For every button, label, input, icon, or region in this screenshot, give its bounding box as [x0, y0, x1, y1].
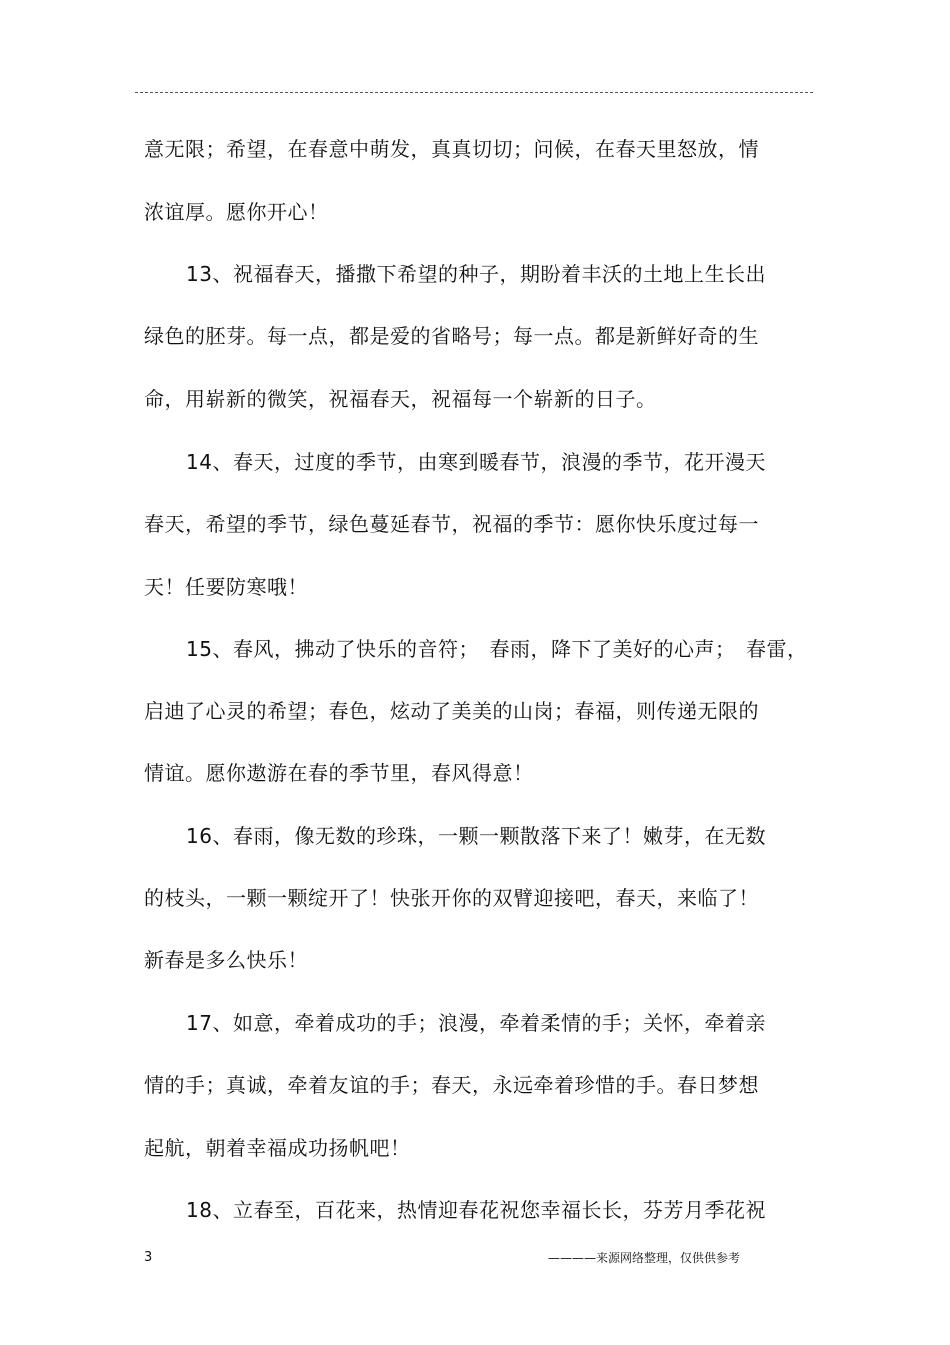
paragraph-18-start: 18、立春至，百花来，热情迎春花祝您幸福长长，芬芳月季花祝 [186, 1198, 766, 1222]
paragraph-17-start: 17、如意，牵着成功的手；浪漫，牵着柔情的手；关怀，牵着亲 [186, 1011, 766, 1035]
text-line: 新春是多么快乐！ [144, 948, 308, 972]
page-number: 3 [144, 1250, 153, 1265]
text-line: 情谊。愿你遨游在春的季节里，春风得意！ [144, 761, 534, 785]
text-line: 浓谊厚。愿你开心！ [144, 200, 329, 224]
text-line: 意无限；希望，在春意中萌发，真真切切；问候，在春天里怒放，情 [144, 137, 759, 161]
text-line: 命，用崭新的微笑，祝福春天，祝福每一个崭新的日子。 [144, 387, 657, 411]
paragraph-16-start: 16、春雨，像无数的珍珠，一颗一颗散落下来了！嫩芽，在无数 [186, 824, 766, 848]
text-line: 起航，朝着幸福成功扬帆吧！ [144, 1136, 411, 1160]
text-line: 绿色的胚芽。每一点，都是爱的省略号；每一点。都是新鲜好奇的生 [144, 324, 759, 348]
text-line: 情的手；真诚，牵着友谊的手；春天，永远牵着珍惜的手。春日梦想 [144, 1073, 759, 1097]
text-line: 的枝头，一颗一颗绽开了！快张开你的双臂迎接吧，春天，来临了！ [144, 886, 759, 910]
footer-source-note: ————来源网络整理，仅供供参考 [548, 1251, 741, 1265]
paragraph-15-start: 15、春风，拂动了快乐的音符； 春雨，降下了美好的心声； 春雷， [186, 637, 808, 661]
text-line: 启迪了心灵的希望；春色，炫动了美美的山岗；春福，则传递无限的 [144, 699, 759, 723]
text-line: 春天，希望的季节，绿色蔓延春节，祝福的季节：愿你快乐度过每一 [144, 512, 759, 536]
paragraph-13-start: 13、祝福春天，播撒下希望的种子，期盼着丰沃的土地上生长出 [186, 262, 766, 286]
text-line: 天！任要防寒哦！ [144, 575, 308, 599]
paragraph-14-start: 14、春天，过度的季节，由寒到暖春节，浪漫的季节，花开漫天 [186, 450, 766, 474]
